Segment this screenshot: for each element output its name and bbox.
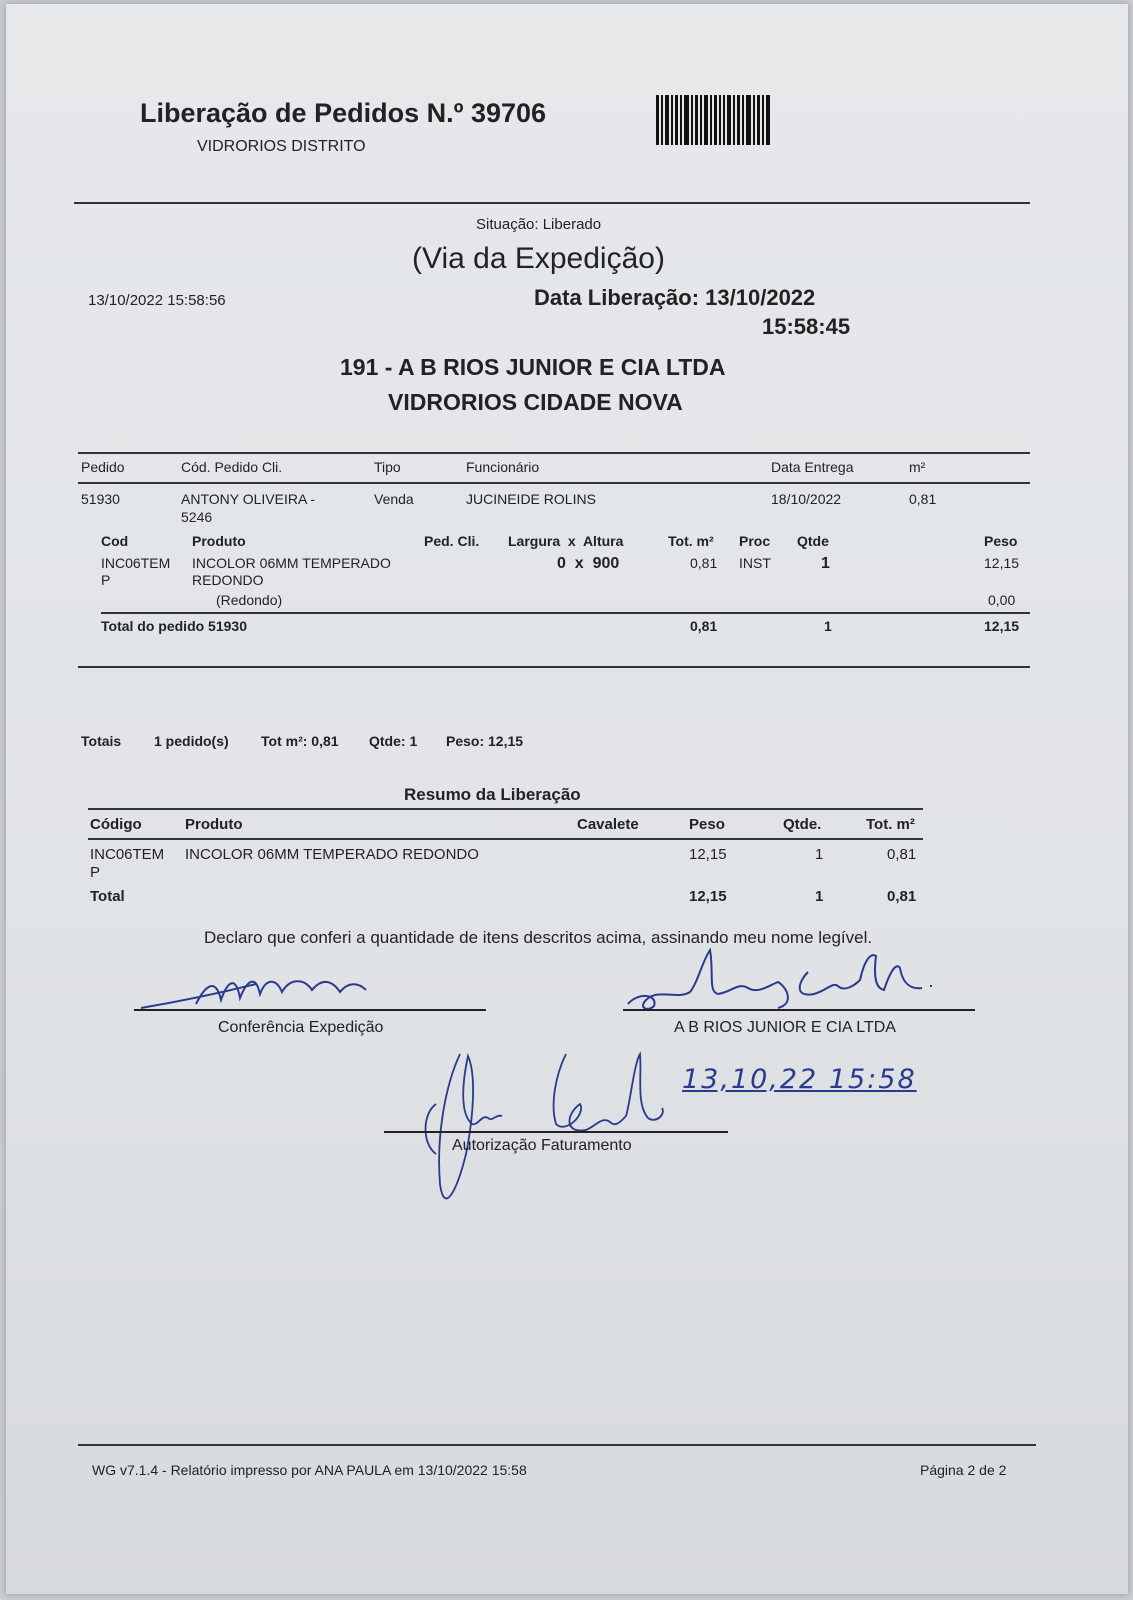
summary-codigo-line1: INC06TEM [90, 846, 165, 863]
item-proc: INST [739, 555, 771, 571]
totals-label: Totais [81, 733, 122, 749]
summary-header-produto: Produto [185, 816, 243, 833]
item-cod-line1: INC06TEM [101, 555, 171, 571]
summary-header-codigo: Código [90, 816, 142, 833]
order-data-entrega: 18/10/2022 [771, 491, 842, 507]
col-header-m2: m² [909, 459, 926, 475]
client-name: 191 - A B RIOS JUNIOR E CIA LTDA [340, 354, 726, 380]
handwritten-date: 13,10,22 15:58 [682, 1064, 917, 1095]
signature-autorizacao [416, 1044, 676, 1224]
summary-total-label: Total [90, 888, 125, 905]
client-branch: VIDRORIOS CIDADE NOVA [388, 389, 683, 415]
summary-total-m2: 0,81 [887, 888, 917, 905]
summary-peso: 12,15 [689, 846, 727, 863]
item-cod-line2: P [101, 572, 111, 588]
footer-line [78, 1444, 1036, 1446]
order-header-line [78, 482, 1030, 484]
item-header-peso: Peso [984, 533, 1018, 549]
release-date: Data Liberação: 13/10/2022 [534, 285, 816, 310]
summary-top-line [88, 808, 923, 810]
footer-print-info: WG v7.1.4 - Relatório impresso por ANA PAULA em 13/10/2022 15:58 [92, 1462, 527, 1478]
summary-header-peso: Peso [689, 816, 725, 833]
item-produto-shape: (Redondo) [216, 592, 283, 608]
signature-label-left: Conferência Expedição [218, 1019, 384, 1036]
totals-m2: Tot m²: 0,81 [261, 733, 339, 749]
order-cod-pedido-line1: ANTONY OLIVEIRA - [181, 491, 316, 507]
item-header-tot-m2: Tot. m² [668, 533, 714, 549]
order-total-peso: 12,15 [984, 618, 1020, 634]
summary-codigo-line2: P [90, 864, 101, 881]
item-header-largura-altura: Largura x Altura [508, 533, 624, 549]
totals-peso: Peso: 12,15 [446, 733, 524, 749]
signature-label-bottom: Autorização Faturamento [452, 1137, 632, 1154]
order-tipo: Venda [374, 491, 414, 507]
col-header-data-entrega: Data Entrega [771, 459, 854, 475]
col-header-pedido: Pedido [81, 459, 125, 475]
signature-label-right: A B RIOS JUNIOR E CIA LTDA [674, 1019, 896, 1036]
item-peso-secondary: 0,00 [988, 592, 1016, 608]
item-tot-m2: 0,81 [690, 555, 718, 571]
order-total-line [101, 612, 1030, 614]
summary-tot-m2: 0,81 [887, 846, 917, 863]
col-header-funcionario: Funcionário [466, 459, 540, 475]
item-header-ped-cli: Ped. Cli. [424, 533, 480, 549]
item-header-produto: Produto [192, 533, 246, 549]
order-table-bottom-line [78, 666, 1030, 668]
order-table-top-line [78, 452, 1030, 454]
item-header-qtde: Qtde [797, 533, 829, 549]
order-total-m2: 0,81 [690, 618, 718, 634]
summary-header-cavalete: Cavalete [577, 816, 639, 833]
col-header-cod-pedido: Cód. Pedido Cli. [181, 459, 283, 475]
item-header-proc: Proc [739, 533, 771, 549]
item-peso: 12,15 [984, 555, 1020, 571]
signature-line-bottom [384, 1131, 728, 1133]
declaration-text: Declaro que conferi a quantidade de itens descritos acima, assinando meu nome legível. [204, 928, 873, 947]
document-title: Liberação de Pedidos N.º 39706 [140, 98, 547, 128]
summary-total-qtde: 1 [815, 888, 824, 905]
via-label: (Via da Expedição) [412, 242, 665, 275]
item-produto-line2: REDONDO [192, 572, 264, 588]
summary-produto: INCOLOR 06MM TEMPERADO REDONDO [185, 846, 479, 863]
company-name: VIDRORIOS DISTRITO [197, 138, 366, 155]
summary-qtde: 1 [815, 846, 824, 863]
summary-header-tot-m2: Tot. m² [866, 816, 915, 833]
order-total-label: Total do pedido 51930 [101, 618, 247, 634]
summary-total-peso: 12,15 [689, 888, 727, 905]
totals-qtde: Qtde: 1 [369, 733, 418, 749]
col-header-tipo: Tipo [374, 459, 401, 475]
signature-line-right [623, 1009, 975, 1011]
order-total-qtde: 1 [824, 618, 832, 634]
release-time: 15:58:45 [762, 314, 851, 339]
item-dimensions: 0 x 900 [557, 555, 620, 572]
barcode-image [656, 95, 826, 145]
order-cod-pedido-line2: 5246 [181, 509, 213, 525]
totals-pedidos: 1 pedido(s) [154, 733, 229, 749]
signature-line-left [134, 1009, 486, 1011]
item-qtde: 1 [821, 555, 830, 572]
print-datetime: 13/10/2022 15:58:56 [88, 292, 226, 309]
item-header-cod: Cod [101, 533, 129, 549]
footer-page-number: Página 2 de 2 [920, 1462, 1007, 1478]
summary-title: Resumo da Liberação [404, 785, 581, 804]
signature-client [618, 942, 938, 1014]
header-divider [74, 202, 1030, 204]
order-pedido: 51930 [81, 491, 120, 507]
item-produto-line1: INCOLOR 06MM TEMPERADO [192, 555, 391, 571]
order-funcionario: JUCINEIDE ROLINS [466, 491, 596, 507]
document-page [6, 4, 1128, 1594]
order-m2: 0,81 [909, 491, 937, 507]
situation-text: Situação: Liberado [476, 216, 602, 233]
signature-expedicao [136, 964, 386, 1014]
summary-header-line [88, 838, 923, 840]
summary-header-qtde: Qtde. [783, 816, 822, 833]
